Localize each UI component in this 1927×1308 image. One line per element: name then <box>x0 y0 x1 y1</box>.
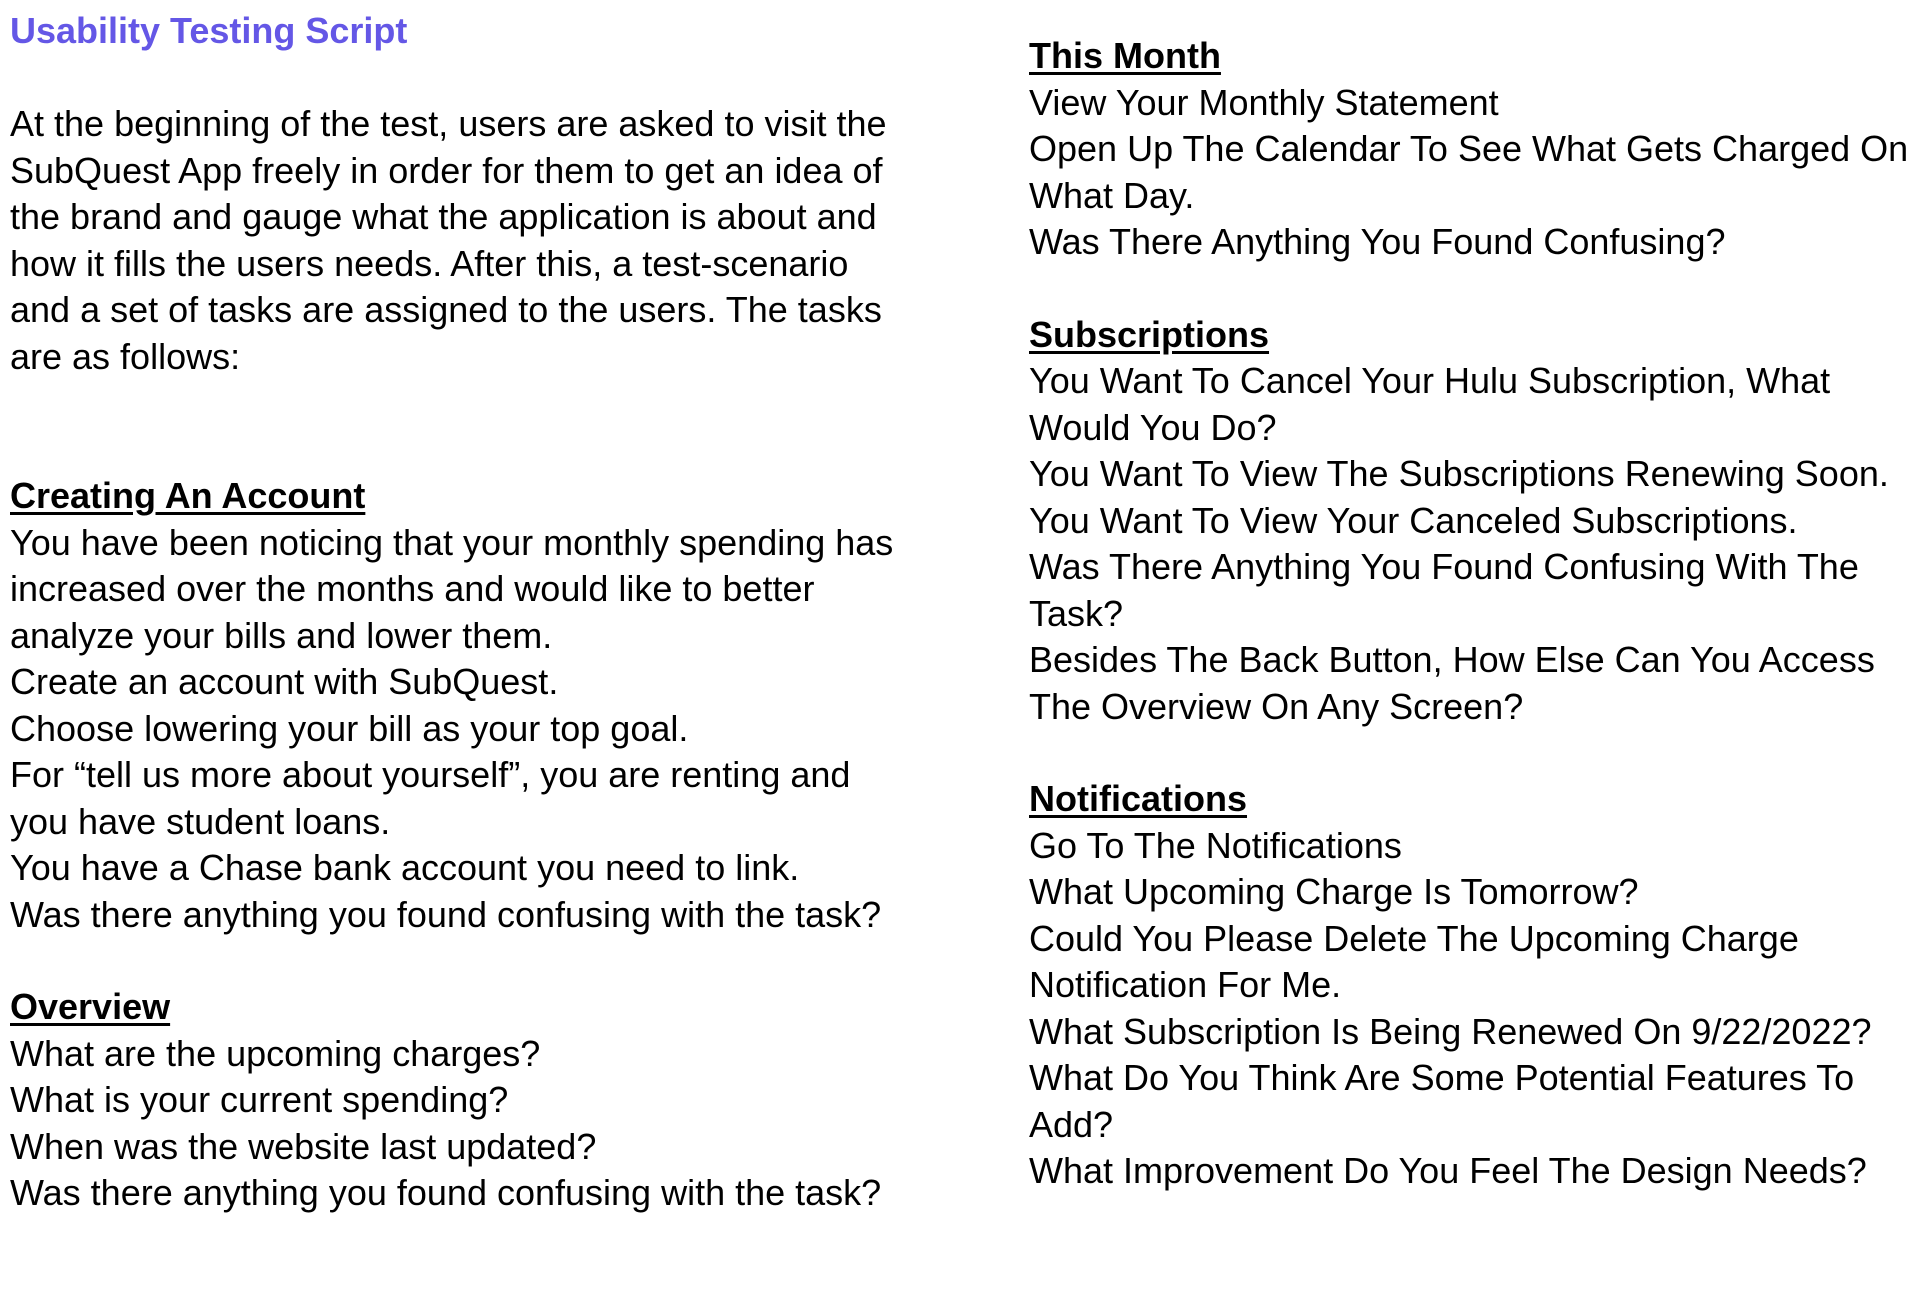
task-line: When was the website last updated? <box>10 1125 597 1167</box>
section-heading-this-month: This Month <box>1029 35 1221 76</box>
section-creating-account <box>10 473 910 938</box>
task-line: What Improvement Do You Feel The Design Needs? <box>1029 1150 1867 1191</box>
task-line: You Want To View Your Canceled Subscriptions. <box>1029 499 1798 541</box>
section-heading-overview: Overview <box>10 986 171 1027</box>
right-column <box>1029 0 1919 1195</box>
section-heading-subscriptions: Subscriptions <box>1029 313 1270 355</box>
task-line: Was there anything you found confusing with the task? <box>10 893 882 935</box>
intro-paragraph: At the beginning of the test, users are asked to visit the SubQuest App freely in order for them to get an idea of the brand and gauge what the application is about and how it fills the users needs. After this, a test-scenario and a set of tasks are assigned to the users. The tasks are as follows: <box>10 103 887 377</box>
section-notifications <box>1029 776 1919 1195</box>
task-line: View Your Monthly Statement <box>1029 81 1499 123</box>
task-line: What Upcoming Charge Is Tomorrow? <box>1029 871 1639 912</box>
section-heading-notifications: Notifications <box>1029 778 1248 819</box>
task-line: Open Up The Calendar To See What Gets Charged On What Day. <box>1029 128 1909 216</box>
task-line: What are the upcoming charges? <box>10 1032 541 1074</box>
task-line: You Want To Cancel Your Hulu Subscription, What Would You Do? <box>1029 360 1831 448</box>
task-line: Besides The Back Button, How Else Can You Access The Overview On Any Screen? <box>1029 639 1875 727</box>
task-line: What Do You Think Are Some Potential Features To Add? <box>1029 1057 1855 1145</box>
task-line: What is your current spending? <box>10 1079 509 1120</box>
task-line: Go To The Notifications <box>1029 824 1402 866</box>
task-line: You have been noticing that your monthly spending has increased over the months and would like to better analyze your bills and lower them. <box>10 521 894 656</box>
task-line: Create an account with SubQuest. <box>10 661 559 702</box>
task-line: What Subscription Is Being Renewed On 9/22/2022? <box>1029 1010 1872 1052</box>
task-line: Was there anything you found confusing with the task? <box>10 1172 882 1213</box>
section-overview <box>10 984 910 1217</box>
document-title: Usability Testing Script <box>10 10 408 51</box>
section-subscriptions <box>1029 312 1919 731</box>
task-line: Was There Anything You Found Confusing With The Task? <box>1029 546 1859 634</box>
task-line: Could You Please Delete The Upcoming Charge Notification For Me. <box>1029 917 1799 1005</box>
task-line: You have a Chase bank account you need to link. <box>10 847 800 888</box>
section-heading-creating-account: Creating An Account <box>10 475 366 516</box>
task-line: Choose lowering your bill as your top goal. <box>10 707 689 749</box>
task-line: For “tell us more about yourself”, you are renting and you have student loans. <box>10 754 851 842</box>
left-column <box>10 0 910 1217</box>
task-line: Was There Anything You Found Confusing? <box>1029 221 1726 262</box>
task-line: You Want To View The Subscriptions Renewing Soon. <box>1029 453 1889 494</box>
section-this-month <box>1029 33 1919 266</box>
